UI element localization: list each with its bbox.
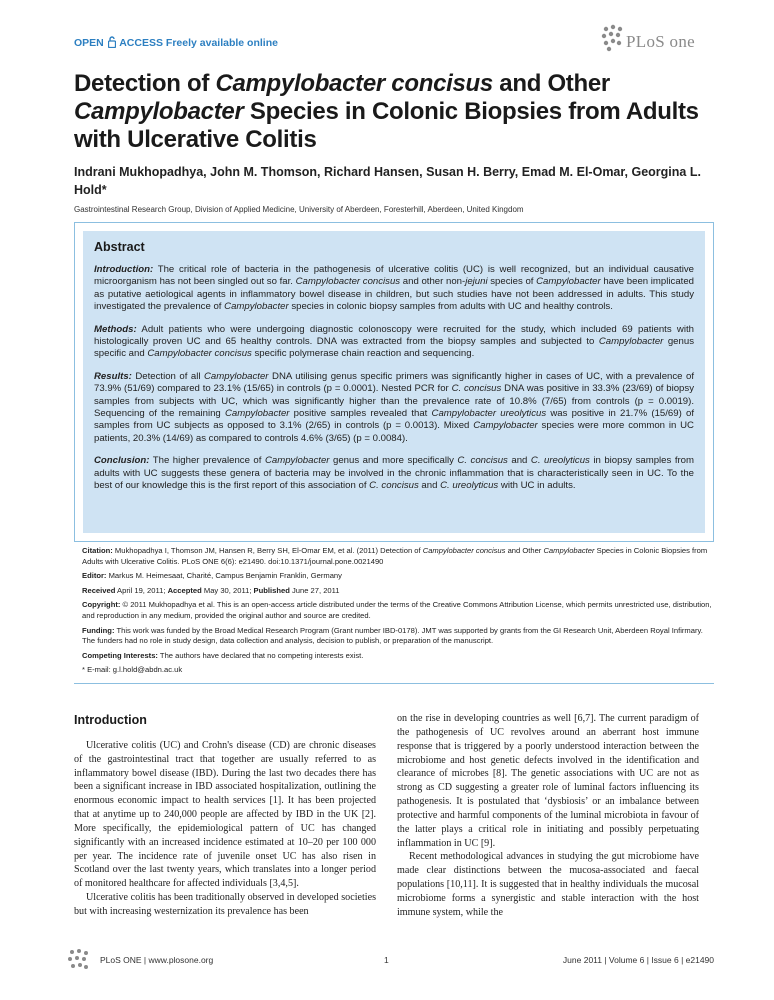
body-paragraph: Ulcerative colitis (UC) and Crohn's disease (CD) are chronic diseases of the gastrointestinal tract that together are usually referred to as inflammatory bowel disease (IBD). During the last two decades there has been a significant increase in IBD associated hospitalization, outlining the enormous economic impact to health services [1]. It has been projected that at anytime up to 240,000 people are affected by IBD in the UK [2]. More specifically, the epidemiological pattern of UC has changed significantly with an increased incidence estimated at 10–20 per 100 000 per year. The incidence rate of juvenile onset UC has also risen in Scotland over the last twenty years, which translates into a longer period of monitored healthcare for affected individuals [3,4,5].	[74, 739, 376, 890]
abstract-panel	[83, 231, 705, 533]
dates: Received April 19, 2011; Accepted May 30, 2011; Published June 27, 2011	[82, 585, 340, 595]
abstract-results: Results: Detection of all Campylobacter DNA utilising genus specific primers was significantly higher in cases of UC, with a prevalence of 73.9% (51/69) compared to 23.1% (15/65) in controls (p = 0.0001). Nested PCR for C. concisus DNA was positive in 33.3% (23/69) of biopsy samples from subjects with UC, which was significantly higher than the prevalence rate of 10.8% (7/65) from controls (p = 0.0019). Sequencing of the remaining Campylobacter positive samples revealed that Campylobacter ureolyticus was positive in 21.7% (15/69) of samples from UC subjects as opposed to 3.1% (2/65) in controls (p = 0.0013). Mixed Campylobacter species were more common in UC patients, 20.3% (14/69) as compared to controls 4.6% (3/65) (p = 0.0084).	[94, 370, 694, 444]
affiliation: Gastrointestinal Research Group, Division of Applied Medicine, University of Aberdeen, Foresterhill, Aberdeen, United Kingdom	[74, 205, 524, 214]
citation: Citation: Mukhopadhya I, Thomson JM, Hansen R, Berry SH, El-Omar EM, et al. (2011) Detection of Campylobacter concisus and Other Campylobacter Species in Colonic Biopsies from Adults with Ulcerative Colitis. PLoS ONE 6(6): e21490. doi:10.1371/journal.pone.0021490	[82, 546, 708, 566]
body-column-right	[397, 712, 699, 920]
body-paragraph: Recent methodological advances in studying the gut microbiome have made clear distinctions between the mucosa-associated and faecal populations [10,11]. It is suggested that in healthy individuals the mucosal microbiome forms a synergistic and stable interaction with the host immune system, while the	[397, 851, 699, 918]
plos-dots-icon	[600, 24, 626, 52]
abstract-heading: Abstract	[94, 240, 145, 254]
abstract-conclusion: Conclusion: The higher prevalence of Campylobacter genus and more specifically C. concisus and C. ureolyticus in biopsy samples from adults with UC suggests these genera of bacteria may be involved in the chronic inflammation that is characteristically seen in UC. To the best of our knowledge this is the first report of this association of C. concisus and C. ureolyticus with UC in adults.	[94, 455, 695, 492]
introduction-heading: Introduction	[74, 713, 147, 727]
article-metadata	[82, 546, 714, 680]
body-paragraph: on the rise in developing countries as well [6,7]. The current paradigm of the pathogenesis of UC revolves around an aberrant host immune response that is triggered by a poorly understood interaction between the microbiome and host genetic defects involved in the identification and clearance of microbes [8]. The genetic associations with UC are not as strong as CD suggesting a greater role of luminal factors influencing its pathogenesis. It is postulated that ‘dysbiosis’ or an imbalance between protective and harmful components of the luminal microbiota in favour of the latter plays a critical role in initiating and possibly perpetuating inflammation in UC [9].	[397, 713, 699, 849]
metadata-divider	[74, 683, 714, 684]
open-access-lock-icon	[108, 36, 116, 51]
body-column-left	[74, 712, 376, 919]
plos-one-logo	[600, 24, 710, 54]
open-access-banner	[74, 36, 278, 51]
competing-interests: Competing Interests: The authors have declared that no competing interests exist.	[82, 650, 364, 660]
page-footer	[66, 948, 714, 972]
body-paragraph: Ulcerative colitis has been traditionally observed in developed societies but with increasing westernization its prevalence has been	[74, 892, 376, 917]
footer-issue: June 2011 | Volume 6 | Issue 6 | e21490	[562, 955, 714, 965]
footer-journal: PLoS ONE | www.plosone.org	[100, 955, 214, 965]
abstract-introduction: Introduction: The critical role of bacteria in the pathogenesis of ulcerative colitis (UC) is well recognized, but an individual causative microorganism has not been singled out so far. Campylobacter concisus and other non-jejuni species of Campylobacter have been implicated as putative aetiological agents in inflammatory bowel disease in children, but such studies have not been addressed in adults. This study investigated the prevalence of Campylobacter species in colonic biopsy samples from adults with UC and healthy controls.	[94, 264, 694, 313]
abstract-box	[74, 222, 714, 542]
access-label: ACCESS	[119, 37, 163, 49]
paper-title: Detection of Campylobacter concisus and Other Campylobacter Species in Colonic Biopsies from Adults with Ulcerative Colitis	[74, 70, 699, 153]
copyright: Copyright: © 2011 Mukhopadhya et al. This is an open-access article distributed under the terms of the Creative Commons Attribution License, which permits unrestricted use, distribution, and reproduction in any medium, provided the original author and source are credited.	[82, 600, 712, 620]
plos-footer-dots-icon	[66, 948, 92, 972]
funding: Funding: This work was funded by the Broad Medical Research Program (Grant number IBD-0178). JMT was supported by grants from the GI Research Unit, Aberdeen Royal Infirmary. The funders had no role in study design, data collection and analysis, decision to publish, or preparation of the manuscript.	[82, 625, 703, 646]
author-list: Indrani Mukhopadhya, John M. Thomson, Richard Hansen, Susan H. Berry, Emad M. El-Omar, Georgina L. Hold*	[74, 165, 701, 197]
corresponding-email[interactable]: * E-mail: g.l.hold@abdn.ac.uk	[82, 665, 183, 675]
editor: Editor: Markus M. Heimesaat, Charité, Campus Benjamin Franklin, Germany	[82, 571, 342, 581]
page-number: 1	[384, 955, 389, 965]
freely-available-label: Freely available online	[165, 37, 278, 49]
open-label: OPEN	[74, 37, 104, 49]
abstract-methods: Methods: Adult patients who were undergoing diagnostic colonoscopy were recruited for the study, which included 69 patients with histologically proven UC and 65 healthy controls. DNA was extracted from the biopsy samples and subjected to Campylobacter genus specific and Campylobacter concisus specific polymerase chain reaction and sequencing.	[94, 323, 694, 360]
plos-one-wordmark: PLoS one	[626, 32, 695, 51]
